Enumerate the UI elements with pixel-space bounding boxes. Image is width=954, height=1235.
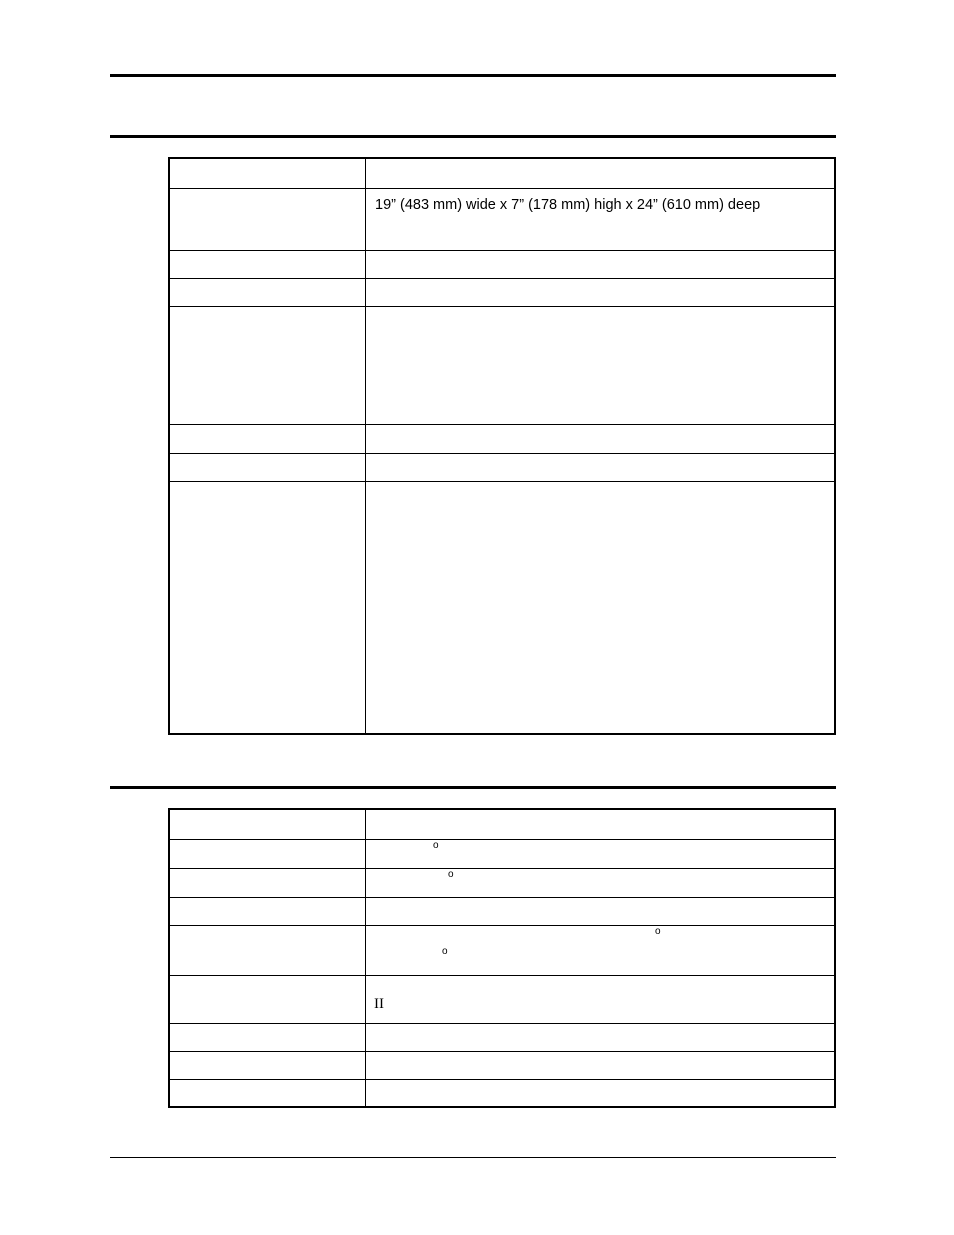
section-rule-physical [110, 135, 836, 138]
spec-value [366, 158, 836, 188]
physical-spec-table [168, 157, 836, 735]
spec-label [169, 868, 366, 897]
table-row [169, 809, 835, 839]
spec-value [366, 481, 836, 734]
table-row [169, 839, 835, 868]
table-row [169, 1051, 835, 1079]
spec-value [366, 925, 836, 975]
spec-label [169, 158, 366, 188]
degree-symbol: o [433, 839, 439, 851]
spec-label [169, 481, 366, 734]
table-row [169, 975, 835, 1023]
spec-label [169, 897, 366, 925]
degree-symbol: o [442, 945, 448, 957]
spec-value [366, 278, 836, 306]
table-row [169, 424, 835, 453]
table-row [169, 925, 835, 975]
spec-value [366, 453, 836, 481]
spec-label [169, 1079, 366, 1107]
table-row [169, 158, 835, 188]
table-row [169, 868, 835, 897]
spec-label [169, 250, 366, 278]
spec-value [366, 306, 836, 424]
table-row [169, 1023, 835, 1051]
spec-label [169, 306, 366, 424]
spec-value [366, 809, 836, 839]
table-row [169, 250, 835, 278]
spec-label [169, 975, 366, 1023]
degree-symbol: o [448, 868, 454, 880]
spec-value [366, 975, 836, 1023]
spec-label [169, 1023, 366, 1051]
spec-label [169, 839, 366, 868]
table-row [169, 897, 835, 925]
spec-value [366, 424, 836, 453]
spec-label [169, 188, 366, 250]
spec-label [169, 925, 366, 975]
footer-rule [110, 1157, 836, 1158]
spec-label [169, 453, 366, 481]
table-row [169, 188, 835, 250]
degree-symbol: o [655, 925, 661, 937]
section-rule-environmental [110, 786, 836, 789]
spec-value [366, 1079, 836, 1107]
spec-value [366, 1023, 836, 1051]
environmental-spec-table [168, 808, 836, 1108]
dimensions-value: 19” (483 mm) wide x 7” (178 mm) high x 24” (610 mm) deep [375, 196, 761, 213]
table-row [169, 481, 835, 734]
spec-label [169, 278, 366, 306]
spec-value [366, 839, 836, 868]
table-row [169, 306, 835, 424]
spec-label [169, 1051, 366, 1079]
spec-value [366, 250, 836, 278]
table-row [169, 278, 835, 306]
spec-value [366, 1051, 836, 1079]
roman-numeral: II [374, 995, 384, 1012]
spec-label [169, 809, 366, 839]
spec-value [366, 188, 836, 250]
table-row [169, 453, 835, 481]
table-row [169, 1079, 835, 1107]
spec-value [366, 897, 836, 925]
spec-label [169, 424, 366, 453]
spec-value [366, 868, 836, 897]
header-rule [110, 74, 836, 77]
